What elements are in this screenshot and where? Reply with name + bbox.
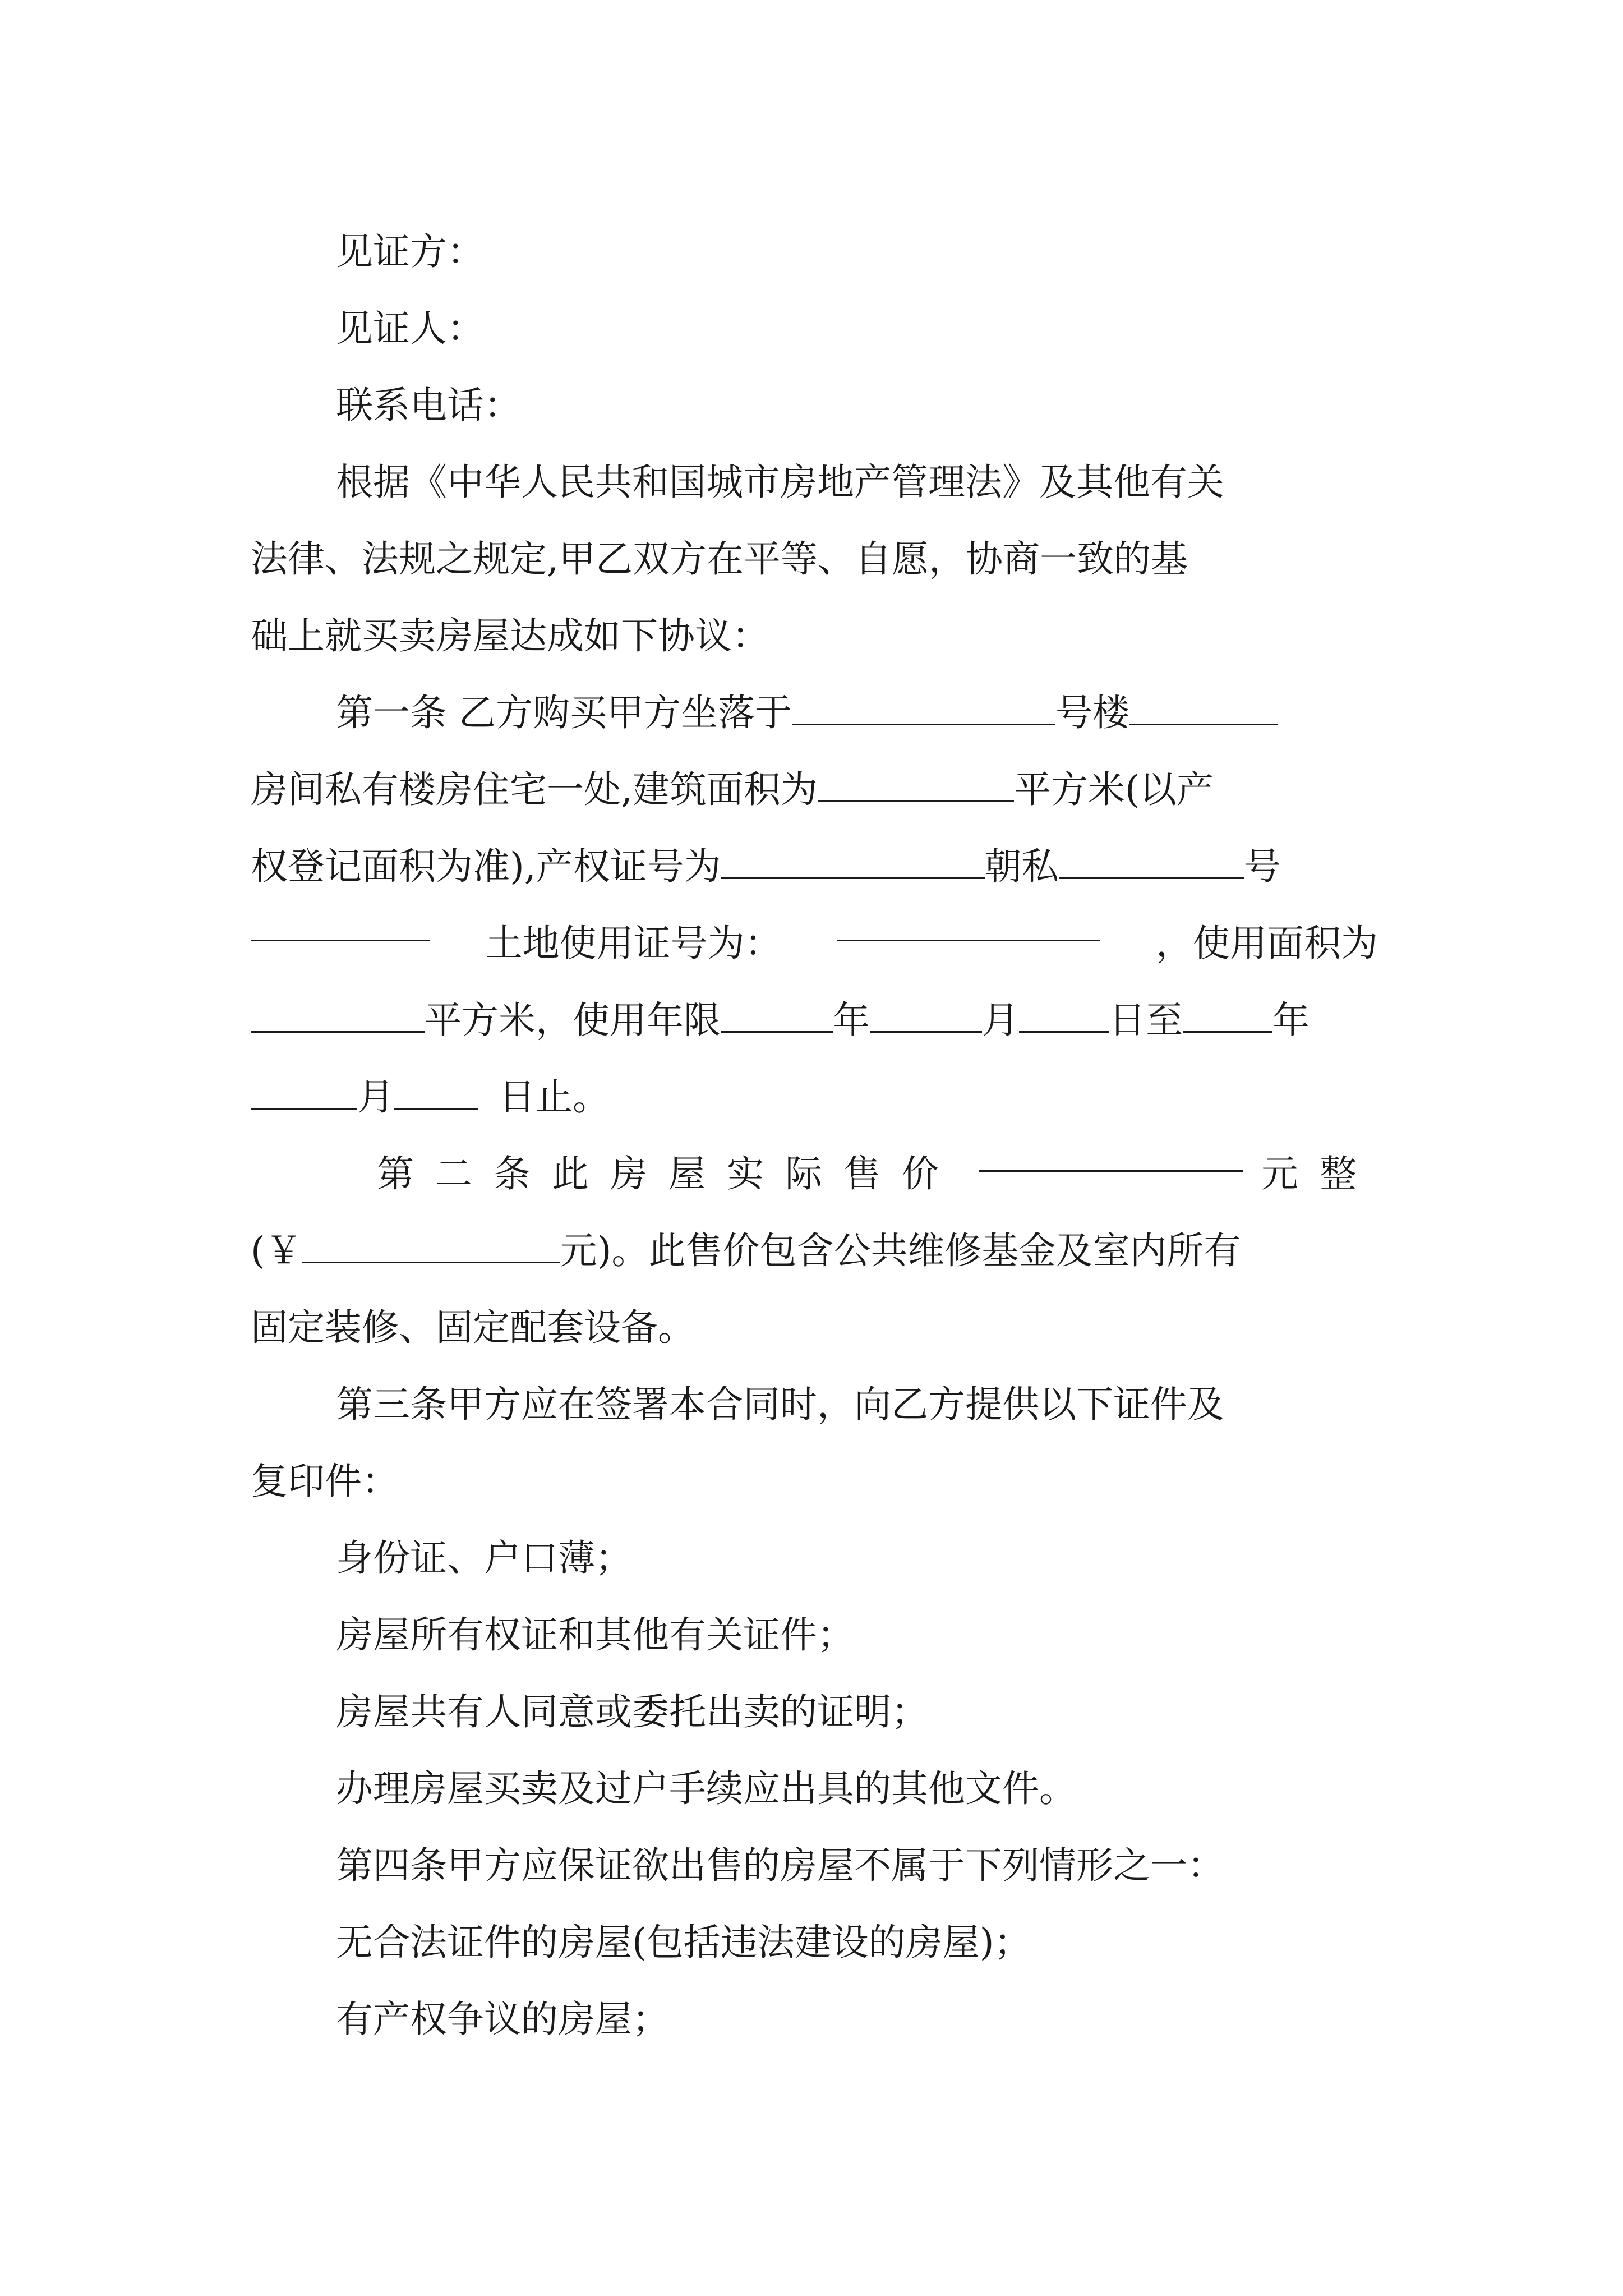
- blank-end-month[interactable]: [251, 1073, 357, 1110]
- article2-line-2: [251, 1212, 1378, 1289]
- article1-text: 号: [1243, 845, 1281, 888]
- article4-item: 有产权争议的房屋；: [336, 1998, 669, 2041]
- blank-land-id[interactable]: [251, 905, 430, 941]
- blank-end-day[interactable]: [394, 1073, 478, 1110]
- contract-body: [251, 213, 1378, 2058]
- blank-start-month[interactable]: [870, 996, 982, 1033]
- article3-item: 房屋所有权证和其他有关证件；: [336, 1613, 854, 1657]
- article2-text: 元)。此售价包含公共维修基金及室内所有: [560, 1229, 1241, 1272]
- article1-line-5: [251, 982, 1378, 1059]
- article1-text: 日至: [1109, 999, 1183, 1042]
- article3-item: 身份证、户口薄；: [336, 1536, 632, 1580]
- article1-text: 朝私: [984, 845, 1059, 888]
- article1-line-4: [251, 905, 1378, 982]
- article1-line-2: [251, 751, 1378, 828]
- article4-item: 无合法证件的房屋(包括违法建设的房屋)；: [336, 1921, 1031, 1964]
- blank-property-cert[interactable]: [721, 843, 985, 879]
- article1-text: 年: [1272, 999, 1310, 1042]
- preamble-line-1: 根据《中华人民共和国城市房地产管理法》及其他有关: [336, 461, 1224, 504]
- blank-price[interactable]: [979, 1135, 1243, 1172]
- article1-text: 号楼: [1055, 691, 1129, 734]
- article1-text: 土地使用证号为：: [485, 922, 782, 965]
- blank-start-day[interactable]: [1019, 996, 1109, 1033]
- article2-text: 元整: [1261, 1152, 1378, 1195]
- article2-line-1: [251, 1135, 1378, 1212]
- article2-text: (￥: [251, 1229, 302, 1272]
- article2-line-3: 固定装修、固定配套设备。: [251, 1306, 695, 1349]
- article3-line-1: 第三条甲方应在签署本合同时，向乙方提供以下证件及: [336, 1383, 1224, 1426]
- blank-room[interactable]: [1129, 689, 1278, 725]
- article1-text: 权登记面积为准),产权证号为: [251, 845, 721, 888]
- article2-text: 第二条此房屋实际售价: [377, 1152, 960, 1195]
- article1-line-6: [251, 1059, 1378, 1135]
- article1-text: 月: [357, 1075, 394, 1119]
- article1-text: 平方米，使用年限: [425, 999, 721, 1042]
- article4-line-1: 第四条甲方应保证欲出售的房屋不属于下列情形之一：: [336, 1844, 1224, 1887]
- blank-cert-number[interactable]: [1059, 843, 1244, 879]
- article1-text: 房间私有楼房住宅一处,建筑面积为: [251, 768, 818, 811]
- article3-item: 办理房屋买卖及过户手续应出具的其他文件。: [336, 1767, 1076, 1810]
- blank-location[interactable]: [792, 689, 1055, 725]
- blank-start-year[interactable]: [721, 996, 833, 1033]
- blank-price-number[interactable]: [302, 1227, 560, 1263]
- blank-building-area[interactable]: [818, 766, 1014, 802]
- article3-item: 房屋共有人同意或委托出卖的证明；: [336, 1690, 928, 1733]
- article1-text: ，使用面积为: [1155, 922, 1378, 965]
- witness-party-line: 见证方：: [336, 230, 484, 273]
- article1-line-1: [251, 674, 1378, 751]
- article3-line-2: 复印件：: [251, 1460, 399, 1503]
- witness-phone-line: 联系电话：: [336, 384, 521, 427]
- preamble-line-3: 础上就买卖房屋达成如下协议：: [251, 614, 769, 657]
- article1-text: 日止。: [499, 1075, 610, 1119]
- article1-text: 月: [982, 999, 1019, 1042]
- article1-text: 第一条 乙方购买甲方坐落于: [336, 691, 792, 734]
- article1-text: 年: [833, 999, 870, 1042]
- blank-land-cert[interactable]: [837, 905, 1100, 941]
- blank-usable-area[interactable]: [251, 996, 425, 1033]
- blank-end-year[interactable]: [1183, 996, 1272, 1033]
- article1-text: 平方米(以产: [1013, 768, 1214, 811]
- article1-line-3: [251, 828, 1378, 905]
- witness-person-line: 见证人：: [336, 307, 484, 350]
- preamble-line-2: 法律、法规之规定,甲乙双方在平等、自愿，协商一致的基: [251, 537, 1188, 581]
